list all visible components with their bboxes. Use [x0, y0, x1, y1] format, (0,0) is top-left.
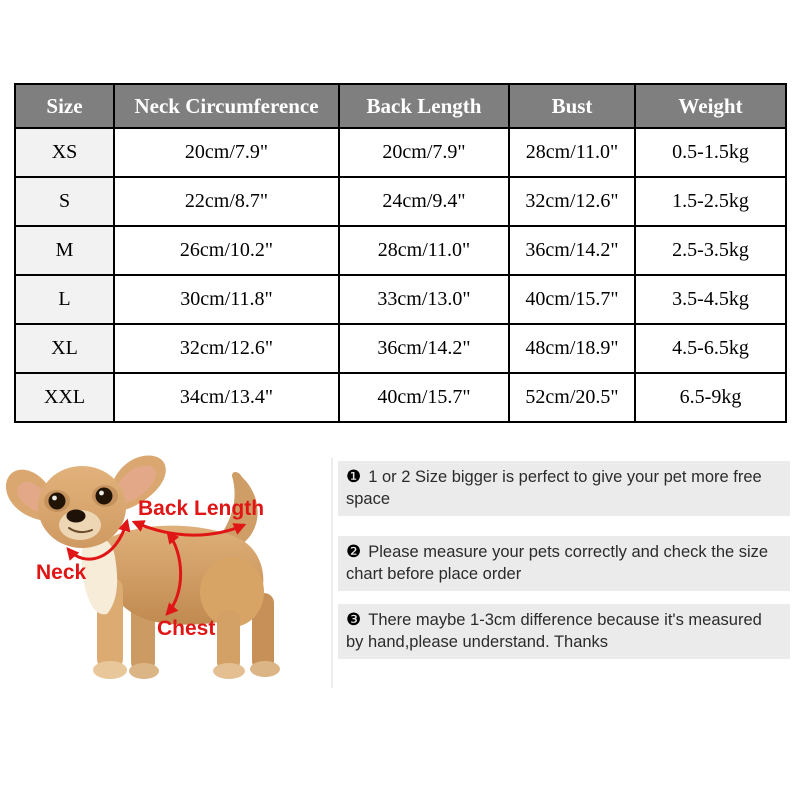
- header-back-length: Back Length: [339, 84, 509, 128]
- weight-value: 2.5-3.5kg: [635, 226, 786, 275]
- bust-value: 28cm/11.0": [509, 128, 635, 177]
- size-value: XL: [15, 324, 114, 373]
- back-value: 36cm/14.2": [339, 324, 509, 373]
- bust-value: 52cm/20.5": [509, 373, 635, 422]
- note-2-text: Please measure your pets correctly and check the size chart before place order: [346, 543, 769, 583]
- size-value: L: [15, 275, 114, 324]
- bust-value: 36cm/14.2": [509, 226, 635, 275]
- weight-value: 1.5-2.5kg: [635, 177, 786, 226]
- weight-value: 4.5-6.5kg: [635, 324, 786, 373]
- table-row: [15, 275, 786, 324]
- header-size: Size: [15, 84, 114, 128]
- size-value: S: [15, 177, 114, 226]
- header-neck-circumference: Neck Circumference: [114, 84, 339, 128]
- back-value: 40cm/15.7": [339, 373, 509, 422]
- note-item-1: [338, 461, 790, 516]
- note-1-bullet-icon: ❶: [346, 467, 362, 486]
- table-row: [15, 177, 786, 226]
- weight-value: 0.5-1.5kg: [635, 128, 786, 177]
- header-bust: Bust: [509, 84, 635, 128]
- bust-value: 32cm/12.6": [509, 177, 635, 226]
- size-value: XS: [15, 128, 114, 177]
- back-value: 20cm/7.9": [339, 128, 509, 177]
- neck-value: 32cm/12.6": [114, 324, 339, 373]
- note-item-2: [338, 536, 790, 591]
- neck-value: 30cm/11.8": [114, 275, 339, 324]
- table-header-row: [15, 84, 786, 128]
- weight-value: 6.5-9kg: [635, 373, 786, 422]
- size-value: XXL: [15, 373, 114, 422]
- back-value: 24cm/9.4": [339, 177, 509, 226]
- dog-eye: [96, 488, 113, 505]
- bust-value: 40cm/15.7": [509, 275, 635, 324]
- weight-value: 3.5-4.5kg: [635, 275, 786, 324]
- bust-value: 48cm/18.9": [509, 324, 635, 373]
- back-value: 28cm/11.0": [339, 226, 509, 275]
- dog-eye: [49, 493, 66, 510]
- neck-value: 20cm/7.9": [114, 128, 339, 177]
- neck-value: 26cm/10.2": [114, 226, 339, 275]
- note-2-bullet-icon: ❷: [346, 542, 362, 561]
- note-3-text: There maybe 1-3cm difference because it's measured by hand,please understand. Thanks: [346, 611, 762, 651]
- dog-measurement-diagram: [0, 445, 335, 695]
- note-3-bullet-icon: ❸: [346, 610, 362, 629]
- back-length-label: Back Length: [138, 497, 265, 520]
- neck-label: Neck: [36, 561, 87, 584]
- back-value: 33cm/13.0": [339, 275, 509, 324]
- table-row: [15, 373, 786, 422]
- note-item-3: [338, 604, 790, 659]
- header-weight: Weight: [635, 84, 786, 128]
- size-value: M: [15, 226, 114, 275]
- table-row: [15, 226, 786, 275]
- neck-value: 22cm/8.7": [114, 177, 339, 226]
- neck-value: 34cm/13.4": [114, 373, 339, 422]
- note-1-text: 1 or 2 Size bigger is perfect to give your pet more free space: [346, 468, 762, 508]
- table-row: [15, 324, 786, 373]
- chest-label: Chest: [157, 617, 216, 640]
- dog-nose: [67, 510, 86, 523]
- size-chart-table: [14, 83, 787, 423]
- table-row: [15, 128, 786, 177]
